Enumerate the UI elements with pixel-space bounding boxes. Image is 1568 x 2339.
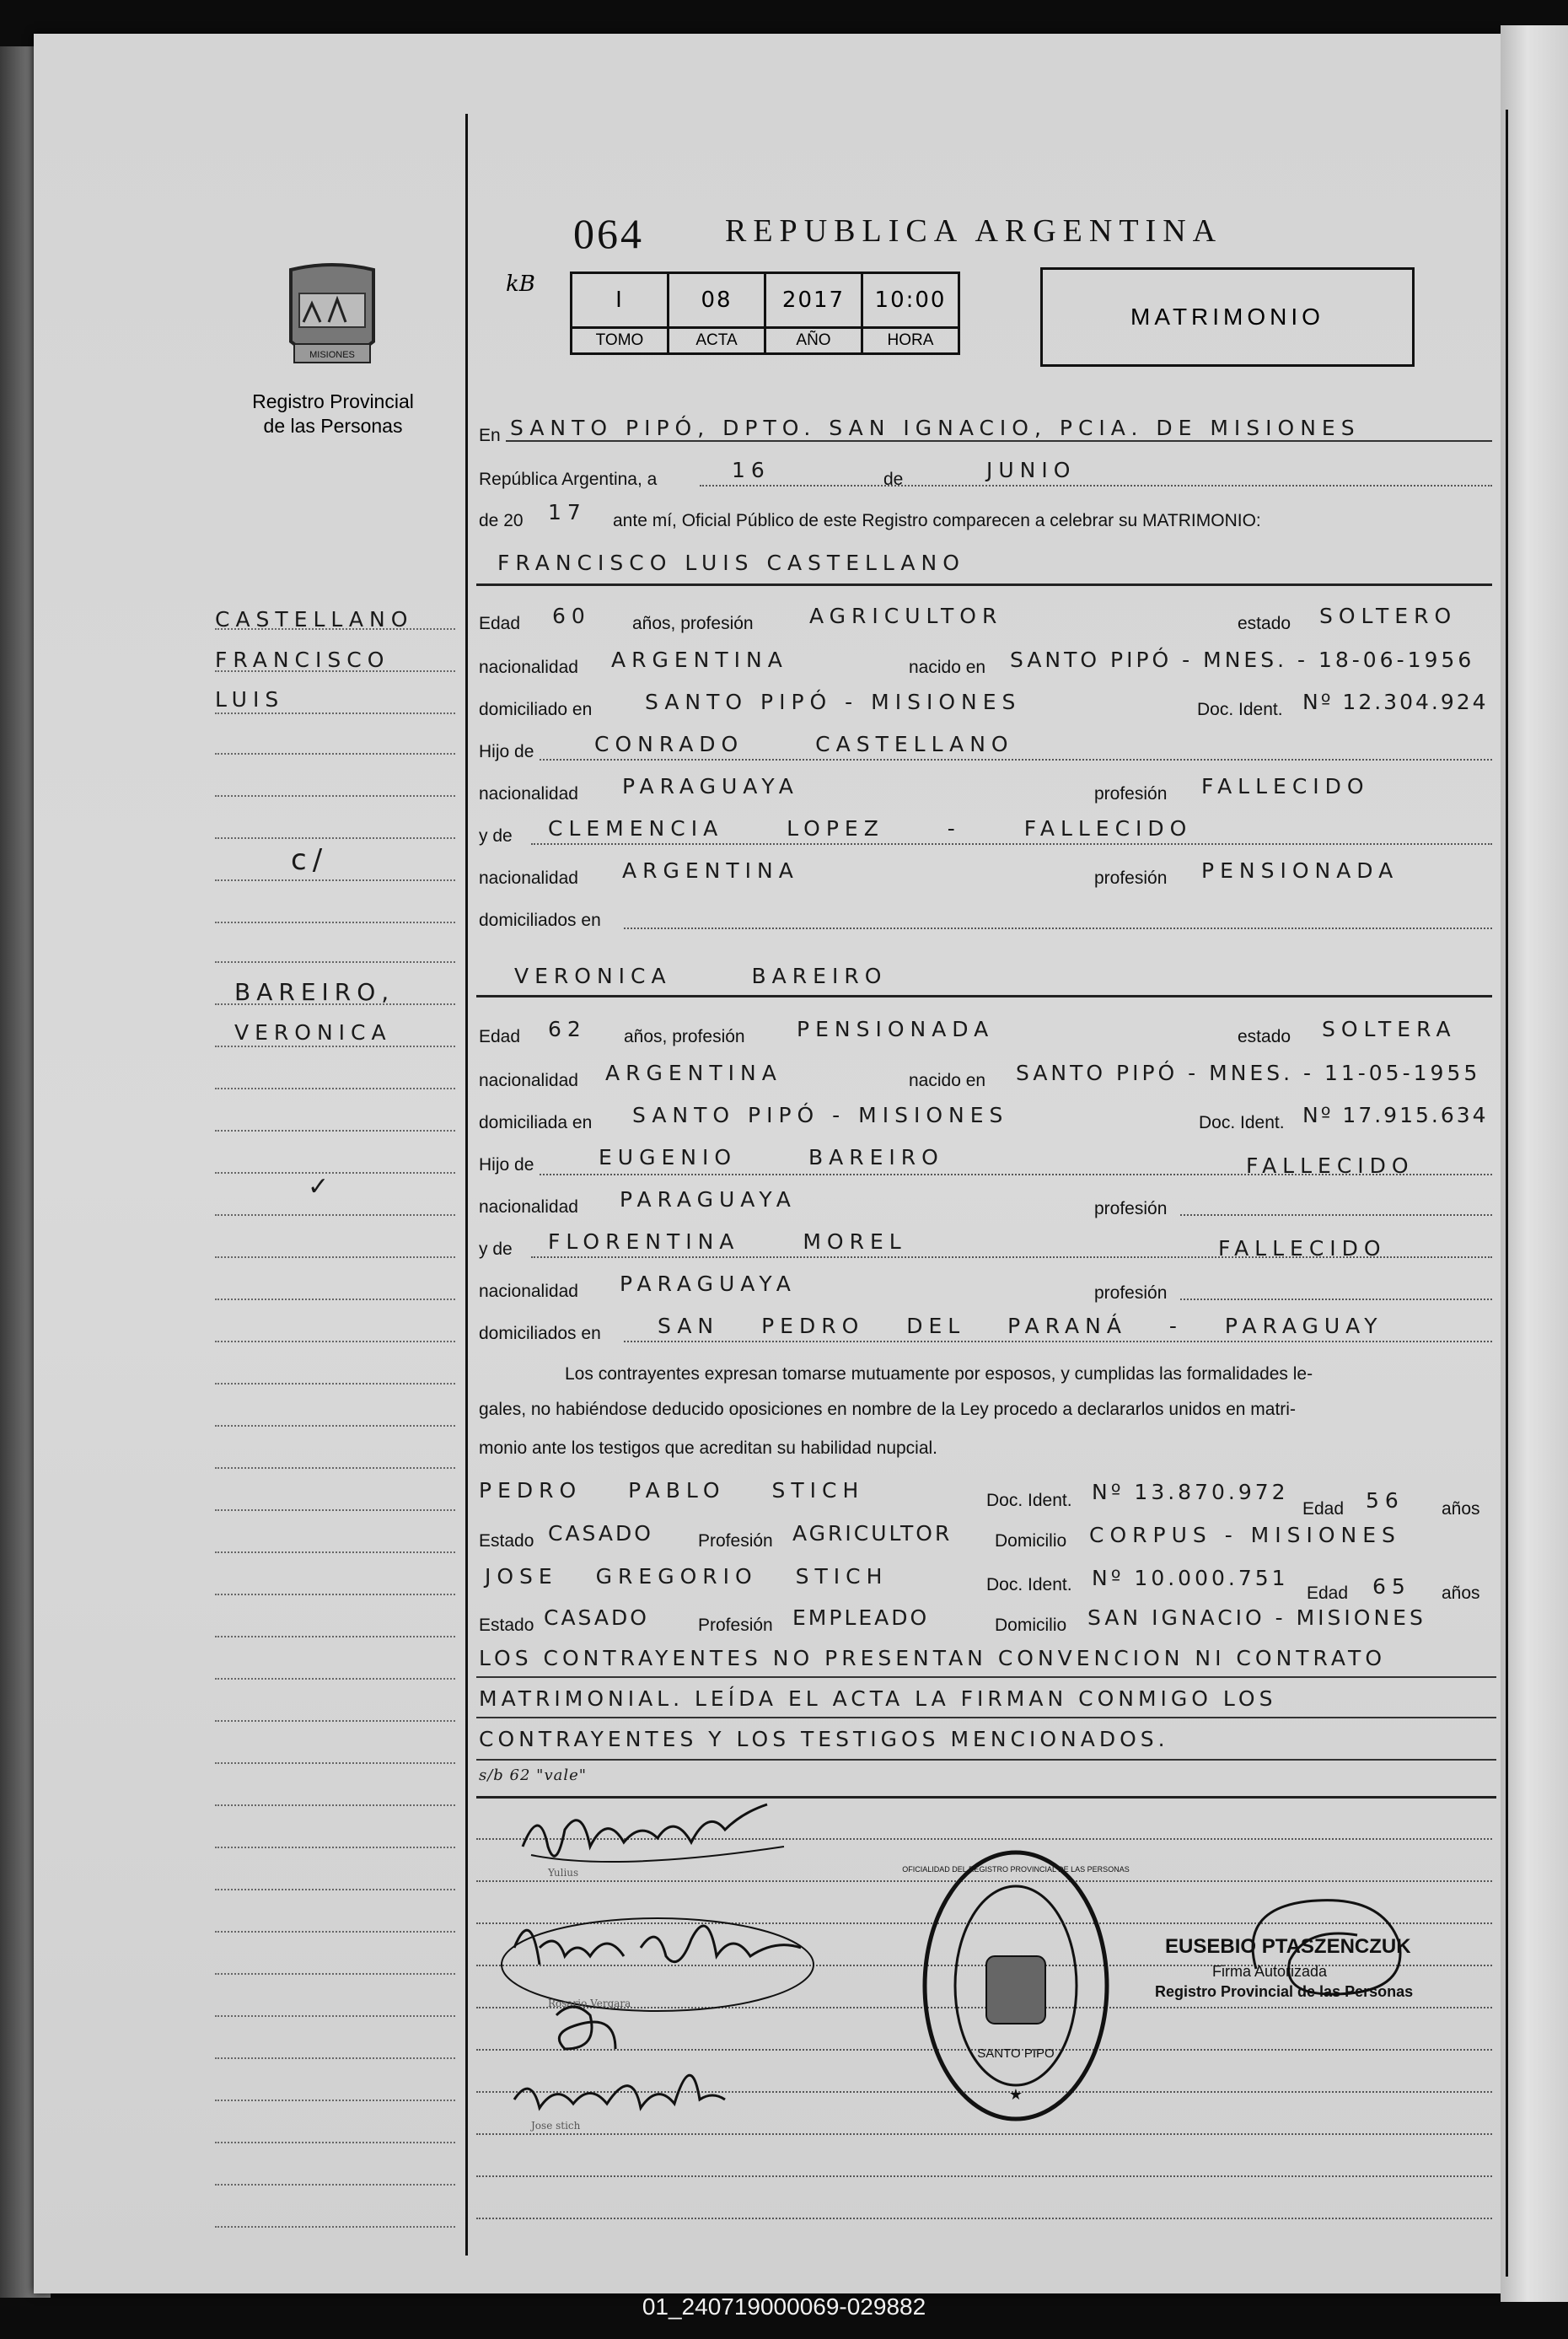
- bride-signature: [497, 1872, 818, 2015]
- groom-doc-label: Doc. Ident.: [1197, 700, 1283, 719]
- bride-profession: PENSIONADA: [797, 1017, 995, 1041]
- groom-age: 60: [552, 604, 591, 628]
- bride-mnat-label: nacionalidad: [479, 1282, 578, 1301]
- groom-father-prof: FALLECIDO: [1201, 774, 1370, 798]
- month-value: JUNIO: [986, 458, 1077, 482]
- svg-text:MISIONES: MISIONES: [309, 350, 355, 360]
- groom-address: SANTO PIPÓ - MISIONES: [645, 690, 1022, 714]
- witness1-estado-label: Estado: [479, 1531, 534, 1551]
- witness1-status: CASADO: [548, 1521, 653, 1546]
- witness-signature-name: Jose stich: [531, 2120, 581, 2132]
- groom-fnat-label: nacionalidad: [479, 784, 578, 804]
- witness1-age: 56: [1366, 1488, 1404, 1513]
- bride-address: SANTO PIPÓ - MISIONES: [632, 1103, 1009, 1127]
- bride-estado-label: estado: [1238, 1027, 1291, 1046]
- en-label: En: [479, 426, 501, 445]
- witness2-anos-label: años: [1442, 1584, 1480, 1603]
- groom-profession: AGRICULTOR: [809, 604, 1003, 628]
- groom-nacido-label: nacido en: [909, 658, 986, 677]
- de20-label: de 20: [479, 511, 524, 530]
- margin-rule: [465, 114, 468, 2256]
- groom-prof-label: años, profesión: [632, 614, 754, 633]
- record-table: [570, 272, 960, 355]
- official-name: EUSEBIO PTASZENCZUK: [1165, 1935, 1411, 1958]
- tomo-label: TOMO: [572, 328, 669, 354]
- bride-signature-name: Rosario Vergara: [548, 1998, 631, 2009]
- ano-label: AÑO: [765, 328, 862, 354]
- groom-dom-label: domiciliado en: [479, 700, 593, 719]
- groom-mprof-label: profesión: [1094, 868, 1168, 888]
- groom-domp-label: domiciliados en: [479, 911, 601, 930]
- witness1-dom-label: Domicilio: [995, 1531, 1067, 1551]
- bride-prof-label: años, profesión: [624, 1027, 745, 1046]
- bride-hijo-label: Hijo de: [479, 1155, 534, 1175]
- official-role: Firma Autorizada: [1212, 1963, 1328, 1980]
- groom-doc: Nº 12.304.924: [1302, 690, 1489, 714]
- ano-value: 2017: [765, 273, 862, 328]
- margin-bride-name: VERONICA: [234, 1020, 392, 1045]
- bride-status: SOLTERA: [1322, 1017, 1457, 1041]
- svg-text:★: ★: [1008, 2086, 1023, 2103]
- bride-name: VERONICA BAREIRO: [514, 964, 888, 988]
- groom-yde-label: y de: [479, 826, 513, 846]
- groom-father-nat: PARAGUAYA: [622, 774, 799, 798]
- republica-label: República Argentina, a: [479, 470, 658, 489]
- bride-father: EUGENIO BAREIRO: [599, 1145, 944, 1170]
- bride-nationality: ARGENTINA: [605, 1061, 782, 1085]
- bride-father-nat: PARAGUAYA: [620, 1187, 797, 1212]
- groom-edad-label: Edad: [479, 614, 521, 633]
- groom-father: CONRADO CASTELLANO: [594, 732, 1014, 756]
- witness1-name: PEDRO PABLO STICH: [479, 1478, 865, 1503]
- groom-estado-label: estado: [1238, 614, 1291, 633]
- bride-yde-label: y de: [479, 1239, 513, 1259]
- witness2-name: JOSE GREGORIO STICH: [485, 1564, 889, 1589]
- witness1-profession: AGRICULTOR: [792, 1521, 953, 1546]
- bride-parents-address: SAN PEDRO DEL PARANÁ - PARAGUAY: [658, 1314, 1383, 1338]
- note-line-1: LOS CONTRAYENTES NO PRESENTAN CONVENCION NI CONTRATO: [479, 1646, 1387, 1670]
- year-value: 17: [548, 500, 587, 524]
- groom-birth: SANTO PIPÓ - MNES. - 18-06-1956: [1010, 648, 1475, 672]
- groom-mother: CLEMENCIA LOPEZ - FALLECIDO: [548, 816, 1193, 841]
- bride-doc-label: Doc. Ident.: [1199, 1113, 1285, 1132]
- witness-signatures: [497, 1998, 750, 2133]
- declaration-line-1: Los contrayentes expresan tomarse mutuamente por esposos, y cumplidas las formalidades le-: [565, 1364, 1313, 1384]
- declaration-line-3: monio ante los testigos que acreditan su habilidad nupcial.: [479, 1438, 938, 1458]
- right-rule: [1506, 110, 1508, 2277]
- witness2-estado-label: Estado: [479, 1616, 534, 1635]
- provincial-shield-logo: [282, 261, 382, 378]
- official-office: Registro Provincial de las Personas: [1155, 1983, 1414, 2000]
- bride-doc: Nº 17.915.634: [1302, 1103, 1489, 1127]
- country-title: REPUBLICA ARGENTINA: [725, 213, 1223, 249]
- acta-number: 064: [573, 210, 644, 257]
- witness1-prof-label: Profesión: [698, 1531, 773, 1551]
- witness1-domicile: CORPUS - MISIONES: [1089, 1523, 1401, 1547]
- note-line-2: MATRIMONIAL. LEÍDA EL ACTA LA FIRMAN CONMIGO LOS: [479, 1686, 1277, 1711]
- margin-check: ✓: [308, 1172, 336, 1202]
- intro-text: ante mí, Oficial Público de este Registro comparecen a celebrar su MATRIMONIO:: [613, 511, 1261, 530]
- page-stack-edge: [1501, 25, 1568, 2302]
- witness2-domicile: SAN IGNACIO - MISIONES: [1087, 1605, 1426, 1630]
- margin-groom-name: FRANCISCO: [215, 648, 390, 672]
- groom-nat-label: nacionalidad: [479, 658, 578, 677]
- groom-name: FRANCISCO LUIS CASTELLANO: [497, 551, 965, 575]
- acta-label: ACTA: [669, 328, 765, 354]
- witness2-age: 65: [1372, 1574, 1411, 1599]
- witness1-anos-label: años: [1442, 1499, 1480, 1519]
- bride-nat-label: nacionalidad: [479, 1071, 578, 1090]
- stamp-place: SANTO PIPO: [977, 2046, 1055, 2061]
- hora-label: HORA: [862, 328, 959, 354]
- margin-groom-surname: CASTELLANO: [215, 607, 414, 632]
- correction-note: s/b 62 "vale": [479, 1766, 588, 1784]
- bride-domp-label: domiciliados en: [479, 1324, 601, 1343]
- groom-signature: [514, 1796, 792, 1880]
- witness1-edad-label: Edad: [1302, 1499, 1345, 1519]
- bride-nacido-label: nacido en: [909, 1071, 986, 1090]
- groom-hijo-label: Hijo de: [479, 742, 534, 761]
- margin-con: c/: [291, 843, 329, 877]
- witness2-dom-label: Domicilio: [995, 1616, 1067, 1635]
- act-type-box: MATRIMONIO: [1040, 267, 1415, 367]
- note-line-3: CONTRAYENTES Y LOS TESTIGOS MENCIONADOS.: [479, 1727, 1169, 1751]
- witness1-doc: Nº 13.870.972: [1092, 1480, 1289, 1504]
- witness2-doc-label: Doc. Ident.: [986, 1575, 1072, 1594]
- groom-mother-prof: PENSIONADA: [1201, 858, 1399, 883]
- bride-birth: SANTO PIPÓ - MNES. - 11-05-1955: [1016, 1061, 1481, 1085]
- bride-age: 62: [548, 1017, 587, 1041]
- registry-title: Registro Provincial: [252, 390, 414, 412]
- initials: kB: [506, 272, 535, 297]
- groom-status: SOLTERO: [1319, 604, 1458, 628]
- witness2-profession: EMPLEADO: [792, 1605, 930, 1630]
- bride-edad-label: Edad: [479, 1027, 521, 1046]
- registry-stamp: [902, 1847, 1130, 2125]
- margin-bride-surname: BAREIRO,: [234, 978, 395, 1006]
- registry-subtitle: de las Personas: [263, 415, 403, 437]
- declaration-line-2: gales, no habiéndose deducido oposiciones en nombre de la Ley procedo a declararlos unidos en matri-: [479, 1400, 1296, 1419]
- witness2-doc: Nº 10.000.751: [1092, 1566, 1289, 1590]
- day-value: 16: [732, 458, 771, 482]
- bride-mother-nat: PARAGUAYA: [620, 1272, 797, 1296]
- stamp-text: OFICIALIDAD DEL REGISTRO PROVINCIAL DE LAS PERSONAS: [902, 1865, 1130, 1874]
- groom-fprof-label: profesión: [1094, 784, 1168, 804]
- groom-mother-nat: ARGENTINA: [622, 858, 799, 883]
- witness2-edad-label: Edad: [1307, 1584, 1349, 1603]
- bride-fnat-label: nacionalidad: [479, 1197, 578, 1217]
- acta-value: 08: [669, 273, 765, 328]
- bride-mother-extra: FALLECIDO: [1218, 1236, 1387, 1261]
- bride-mother: FLORENTINA MOREL: [548, 1229, 907, 1254]
- bride-father-extra: FALLECIDO: [1246, 1153, 1415, 1178]
- hora-value: 10:00: [862, 273, 959, 328]
- witness2-prof-label: Profesión: [698, 1616, 773, 1635]
- margin-groom-middle: LUIS: [215, 687, 285, 712]
- de-label: de: [883, 470, 904, 489]
- groom-nationality: ARGENTINA: [611, 648, 788, 672]
- bride-dom-label: domiciliada en: [479, 1113, 593, 1132]
- file-name: 01_240719000069-029882: [642, 2293, 926, 2320]
- groom-signature-name: Yulius: [548, 1867, 579, 1879]
- groom-mnat-label: nacionalidad: [479, 868, 578, 888]
- bride-fprof-label: profesión: [1094, 1199, 1168, 1218]
- tomo-value: I: [572, 273, 669, 328]
- bride-mprof-label: profesión: [1094, 1283, 1168, 1303]
- witness2-status: CASADO: [544, 1605, 649, 1630]
- witness1-doc-label: Doc. Ident.: [986, 1491, 1072, 1510]
- place-value: SANTO PIPÓ, DPTO. SAN IGNACIO, PCIA. DE MISIONES: [510, 416, 1361, 440]
